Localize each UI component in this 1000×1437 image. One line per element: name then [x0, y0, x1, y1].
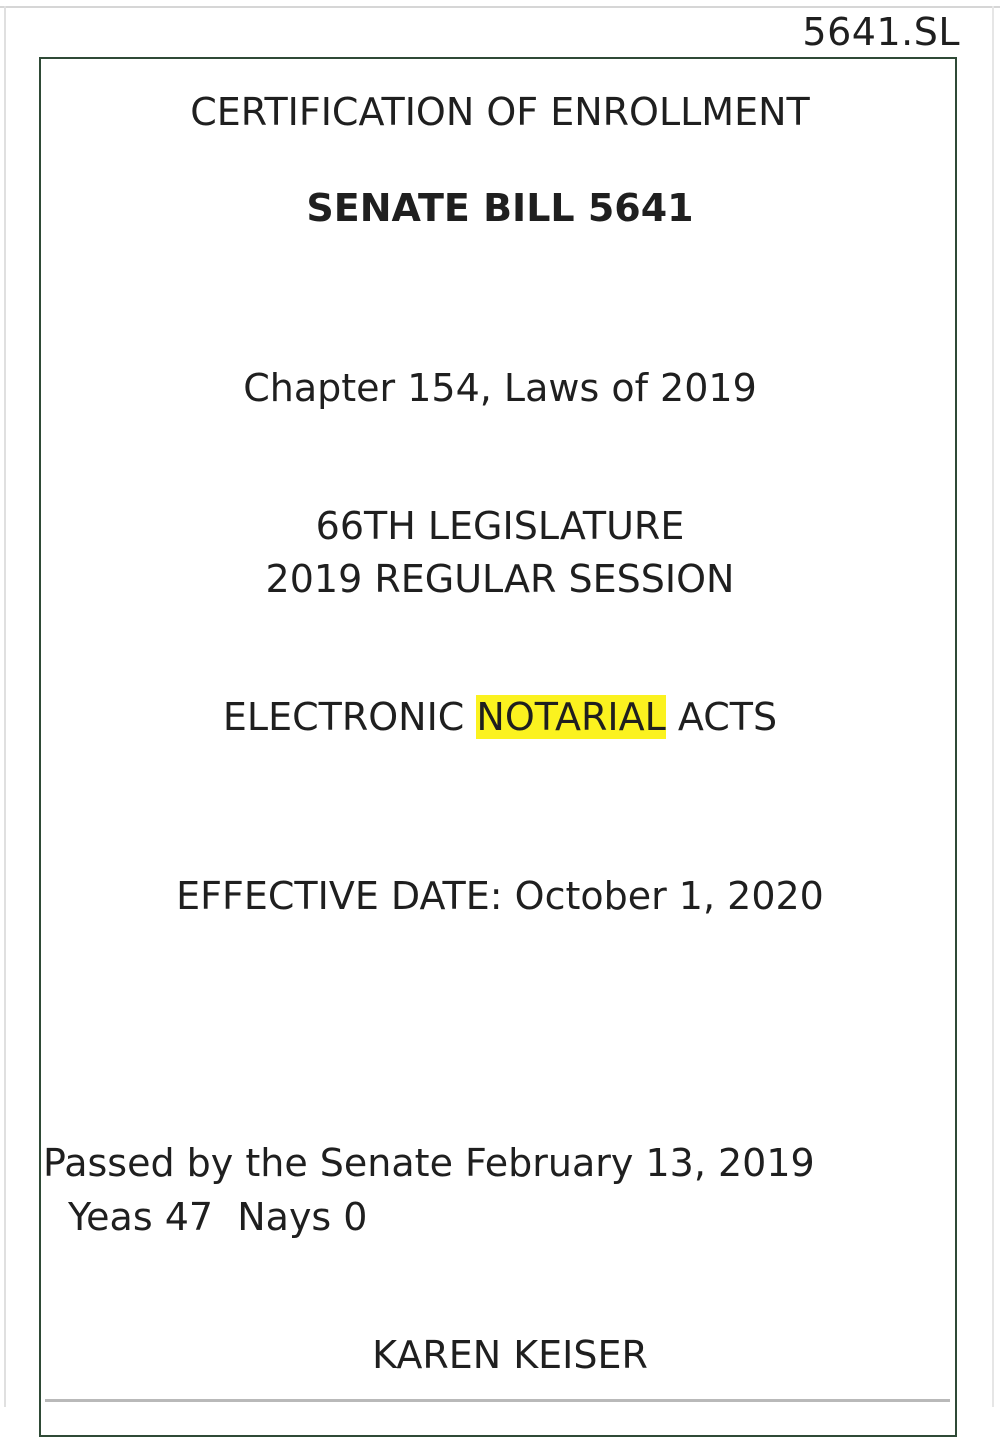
- subject-highlighted-term: NOTARIAL: [476, 695, 666, 739]
- session-line: 2019 REGULAR SESSION: [265, 557, 735, 601]
- signer-name: KAREN KEISER: [372, 1333, 648, 1377]
- subject-line: [0, 695, 1000, 739]
- bill-title: SENATE BILL 5641: [306, 186, 694, 230]
- chapter-line: Chapter 154, Laws of 2019: [243, 366, 757, 410]
- passed-line: Passed by the Senate February 13, 2019: [43, 1141, 815, 1185]
- subject-before: ELECTRONIC: [222, 695, 477, 739]
- subject-after: ACTS: [665, 695, 778, 739]
- certification-heading: CERTIFICATION OF ENROLLMENT: [190, 90, 810, 134]
- legislature-line: 66TH LEGISLATURE: [315, 504, 685, 548]
- signature-line: [45, 1399, 950, 1402]
- vote-tally: [68, 1195, 368, 1239]
- yeas-count: Yeas 47: [68, 1195, 214, 1239]
- effective-date: EFFECTIVE DATE: October 1, 2020: [176, 874, 824, 918]
- nays-count: Nays 0: [237, 1195, 368, 1239]
- document-id: 5641.SL: [802, 10, 960, 54]
- page-top-edge: [0, 6, 1000, 8]
